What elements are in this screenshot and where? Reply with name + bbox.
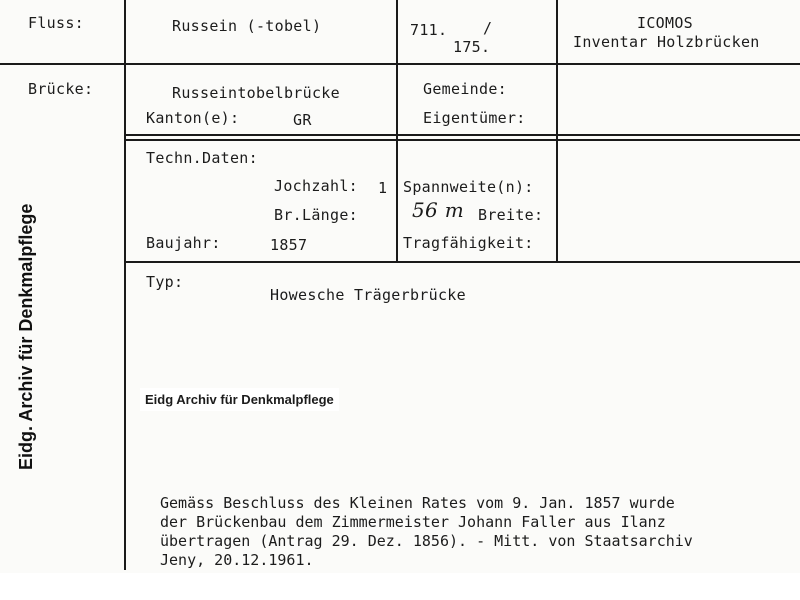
jochzahl-value: 1 <box>378 179 388 197</box>
spannweite-label: Spannweite(n): <box>403 178 534 196</box>
tragfaehigkeit-label: Tragfähigkeit: <box>403 234 534 252</box>
notes-line: Jeny, 20.12.1961. <box>160 551 314 569</box>
fluss-label: Fluss: <box>28 14 84 32</box>
notes-line: Gemäss Beschluss des Kleinen Rates vom 9. Jan. 1857 wurde <box>160 494 675 512</box>
breite-label: Breite: <box>478 206 544 224</box>
divider-horizontal-fluss <box>0 63 800 65</box>
typ-label: Typ: <box>146 273 184 291</box>
archive-stamp-vertical: Eidg. Archiv für Denkmalpflege <box>16 203 36 470</box>
eigentuemer-label: Eigentümer: <box>423 109 526 127</box>
inventory-number-bottom: 175. <box>453 38 491 56</box>
divider-horizontal-bruecke-1 <box>124 134 800 136</box>
notes-line: übertragen (Antrag 29. Dez. 1856). - Mitt. von Staatsarchiv <box>160 532 693 550</box>
divider-vertical-mid <box>396 0 398 262</box>
divider-horizontal-bruecke-2 <box>124 139 800 141</box>
spannweite-value: 56 m <box>412 198 464 222</box>
header-icomos: ICOMOS <box>637 14 693 32</box>
notes-line: der Brückenbau dem Zimmermeister Johann Faller aus Ilanz <box>160 513 666 531</box>
bottom-margin <box>0 573 800 600</box>
archive-stamp-label: Eidg Archiv für Denkmalpflege <box>140 388 339 411</box>
kanton-value: GR <box>293 111 312 129</box>
bruecke-name: Russeintobelbrücke <box>172 84 340 102</box>
baujahr-label: Baujahr: <box>146 234 221 252</box>
divider-vertical-right <box>556 0 558 262</box>
fluss-value: Russein (-tobel) <box>172 17 322 35</box>
divider-horizontal-techn <box>124 261 800 263</box>
kanton-label: Kanton(e): <box>146 109 240 127</box>
divider-vertical-left <box>124 0 126 570</box>
gemeinde-label: Gemeinde: <box>423 80 507 98</box>
baujahr-value: 1857 <box>270 236 308 254</box>
inventory-number-slash: / <box>483 19 493 37</box>
techn-daten-label: Techn.Daten: <box>146 149 258 167</box>
notes-block <box>160 494 693 570</box>
laenge-label: Br.Länge: <box>274 206 358 224</box>
jochzahl-label: Jochzahl: <box>274 177 358 195</box>
typ-value: Howesche Trägerbrücke <box>270 286 466 304</box>
bruecke-label: Brücke: <box>28 80 94 98</box>
inventory-number-top: 711. <box>410 21 448 39</box>
header-inventar: Inventar Holzbrücken <box>573 33 760 51</box>
